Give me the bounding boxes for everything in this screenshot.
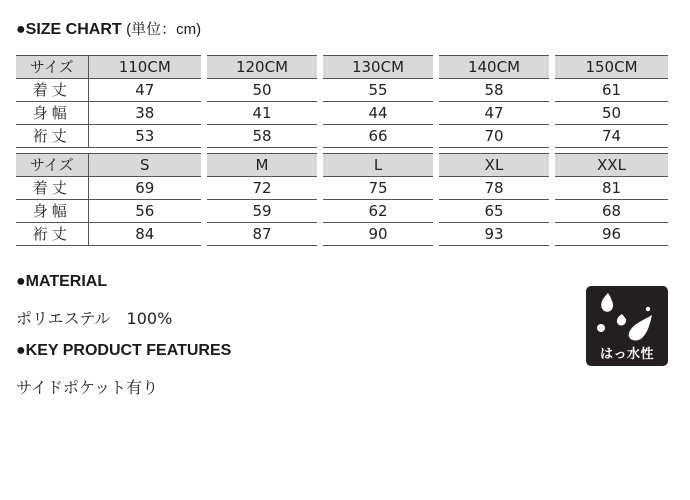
table-cell: 47 xyxy=(436,102,552,125)
table-cell: 41 xyxy=(204,102,320,125)
size-chart-unit: (単位：cm) xyxy=(126,21,202,38)
table-cell: 66 xyxy=(320,125,436,148)
size-header-cell: 140CM xyxy=(436,56,552,79)
table-cell: 68 xyxy=(552,200,668,223)
table-cell: 72 xyxy=(204,177,320,200)
table-cell: 58 xyxy=(204,125,320,148)
table-row xyxy=(16,177,668,200)
table-cell: 96 xyxy=(552,223,668,246)
size-header-label: サイズ xyxy=(16,56,88,79)
size-header-cell: S xyxy=(88,154,204,177)
row-label: 裄丈 xyxy=(16,125,88,148)
table-cell: 61 xyxy=(552,79,668,102)
table-cell: 65 xyxy=(436,200,552,223)
table-cell: 93 xyxy=(436,223,552,246)
size-header-cell: 150CM xyxy=(552,56,668,79)
table-cell: 53 xyxy=(88,125,204,148)
table-cell: 44 xyxy=(320,102,436,125)
row-label: 着丈 xyxy=(16,177,88,200)
table-row xyxy=(16,102,668,125)
size-header-cell: XL xyxy=(436,154,552,177)
material-text: ポリエステル 100% xyxy=(16,309,173,328)
table-cell: 55 xyxy=(320,79,436,102)
table-row xyxy=(16,223,668,246)
table-cell: 50 xyxy=(204,79,320,102)
material-heading: ●MATERIAL xyxy=(16,273,108,290)
table-cell: 90 xyxy=(320,223,436,246)
water-repellent-badge xyxy=(586,286,668,366)
size-header-cell: 110CM xyxy=(88,56,204,79)
table-row xyxy=(16,200,668,223)
table-cell: 58 xyxy=(436,79,552,102)
table-row xyxy=(16,79,668,102)
row-label: 裄丈 xyxy=(16,223,88,246)
size-header-label: サイズ xyxy=(16,154,88,177)
table-row xyxy=(16,125,668,148)
size-header-cell: M xyxy=(204,154,320,177)
table-cell: 75 xyxy=(320,177,436,200)
table-cell: 50 xyxy=(552,102,668,125)
table-cell: 87 xyxy=(204,223,320,246)
table-cell: 81 xyxy=(552,177,668,200)
size-header-row xyxy=(16,154,668,177)
table-cell: 84 xyxy=(88,223,204,246)
table-cell: 62 xyxy=(320,200,436,223)
table-cell: 56 xyxy=(88,200,204,223)
table-cell: 78 xyxy=(436,177,552,200)
table-cell: 74 xyxy=(552,125,668,148)
size-table-kids xyxy=(16,55,668,148)
size-header-row xyxy=(16,56,668,79)
size-header-cell: 130CM xyxy=(320,56,436,79)
row-label: 着丈 xyxy=(16,79,88,102)
table-cell: 47 xyxy=(88,79,204,102)
water-repellent-icon xyxy=(586,286,668,348)
size-chart-title: ●SIZE CHART xyxy=(16,21,122,38)
size-header-cell: L xyxy=(320,154,436,177)
size-header-cell: XXL xyxy=(552,154,668,177)
size-table-adult xyxy=(16,153,668,246)
table-cell: 70 xyxy=(436,125,552,148)
row-label: 身幅 xyxy=(16,102,88,125)
size-header-cell: 120CM xyxy=(204,56,320,79)
table-cell: 59 xyxy=(204,200,320,223)
size-chart-heading xyxy=(16,18,201,39)
features-text: サイドポケット有り xyxy=(16,378,159,397)
badge-label: はっ水性 xyxy=(599,347,654,362)
row-label: 身幅 xyxy=(16,200,88,223)
table-cell: 38 xyxy=(88,102,204,125)
features-heading: ●KEY PRODUCT FEATURES xyxy=(16,342,232,359)
table-cell: 69 xyxy=(88,177,204,200)
